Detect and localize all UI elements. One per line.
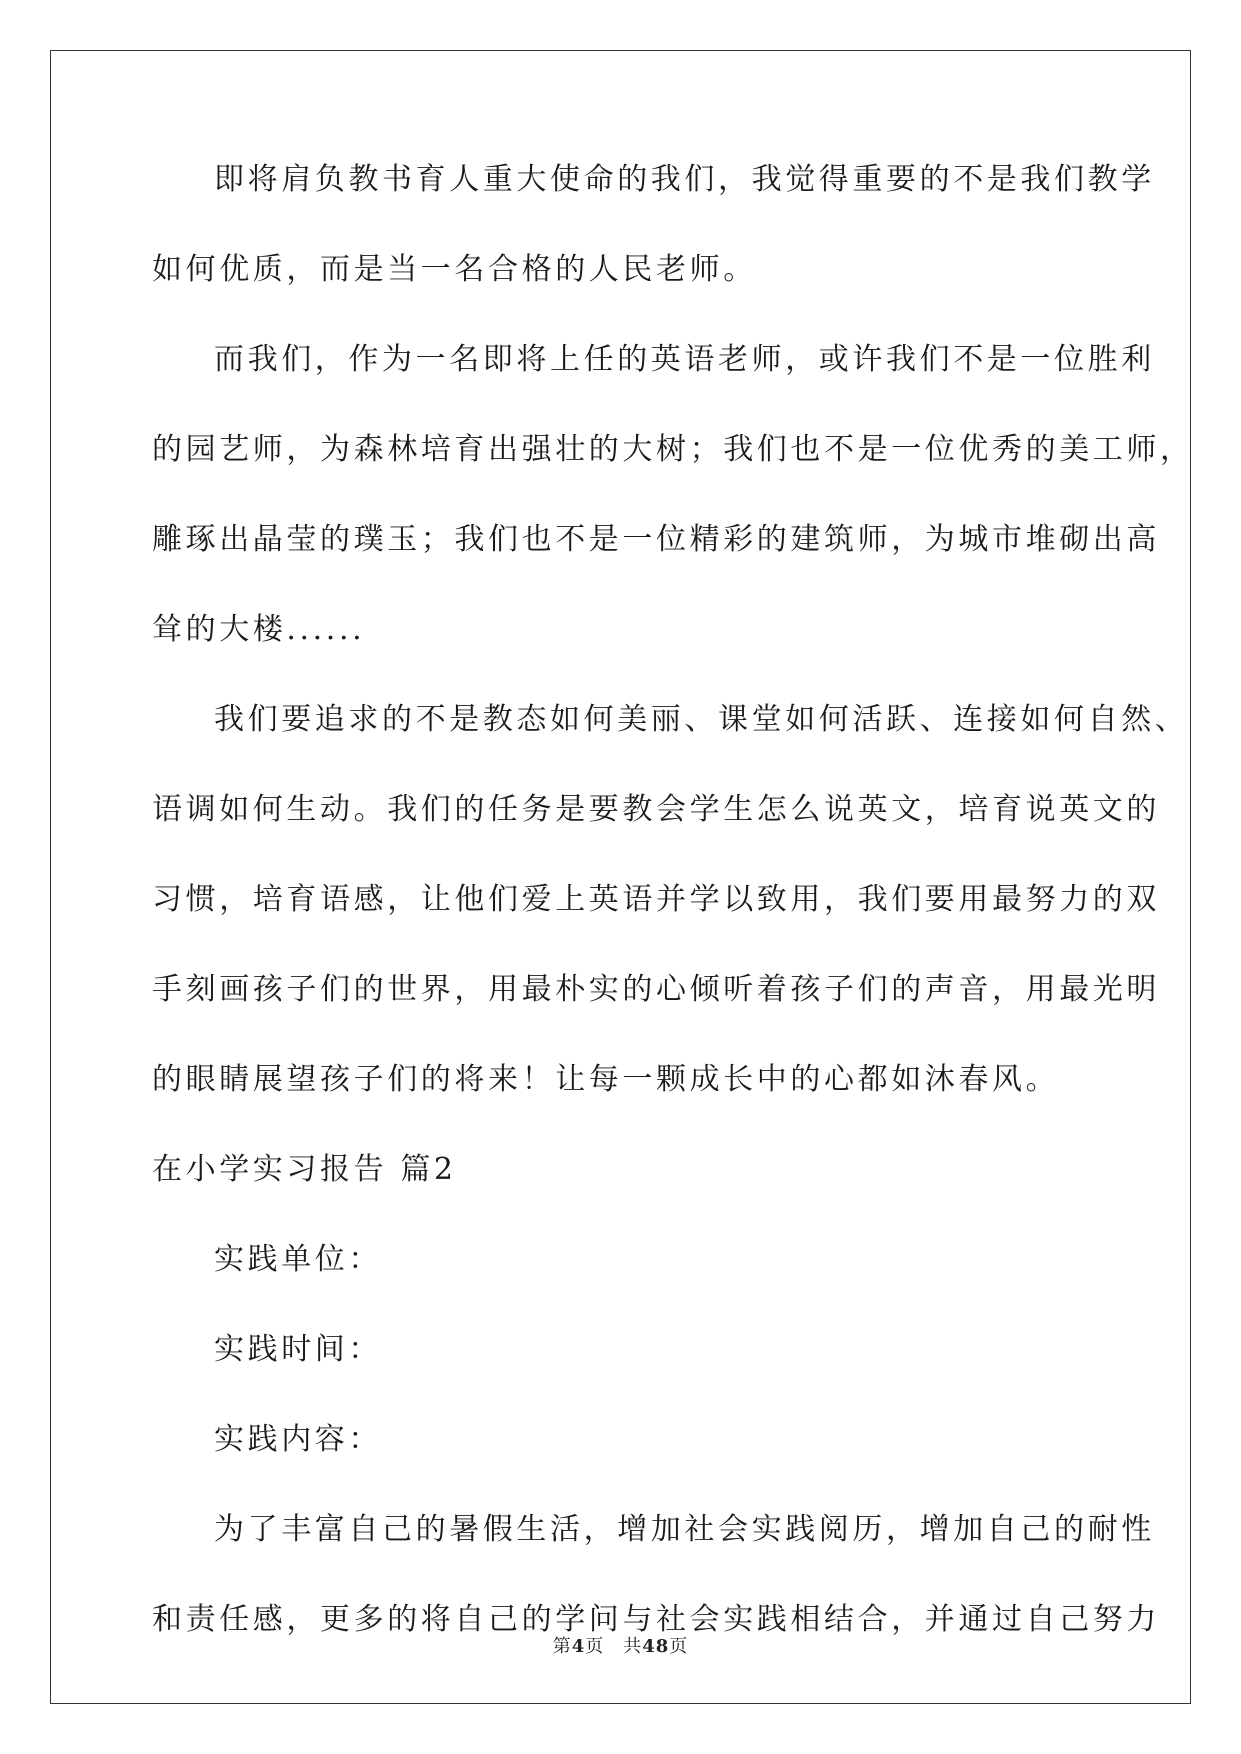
page-footer [0,1632,1241,1658]
footer-suffix: 页 [669,1636,689,1657]
paragraph-line: 的眼睛展望孩子们的将来！让每一颗成长中的心都如沐春风。 [152,1062,1060,1097]
field-label-time: 实践时间： [214,1332,382,1367]
paragraph-line: 为了丰富自己的暑假生活，增加社会实践阅历，增加自己的耐性 [214,1512,1155,1547]
paragraph-line: 和责任感，更多的将自己的学问与社会实践相结合，并通过自己努力 [152,1602,1160,1637]
paragraph-line: 即将肩负教书育人重大使命的我们，我觉得重要的不是我们教学 [214,162,1155,197]
paragraph-line: 我们要追求的不是教态如何美丽、课堂如何活跃、连接如何自然、 [214,702,1189,737]
paragraph-line: 如何优质，而是当一名合格的人民老师。 [152,252,757,287]
paragraph-line: 习惯，培育语感，让他们爱上英语并学以致用，我们要用最努力的双 [152,882,1160,917]
paragraph-line: 雕琢出晶莹的璞玉；我们也不是一位精彩的建筑师，为城市堆砌出高 [152,522,1160,557]
paragraph-line: 手刻画孩子们的世界，用最朴实的心倾听着孩子们的声音，用最光明 [152,972,1160,1007]
footer-page-number: 4 [571,1636,586,1657]
paragraph-line: 的园艺师，为森林培育出强壮的大树；我们也不是一位优秀的美工师， [152,432,1194,467]
field-label-content: 实践内容： [214,1422,382,1457]
paragraph-line: 而我们，作为一名即将上任的英语老师，或许我们不是一位胜利 [214,342,1155,377]
paragraph-line: 语调如何生动。我们的任务是要教会学生怎么说英文，培育说英文的 [152,792,1160,827]
paragraph-line: 耸的大楼...... [152,612,366,647]
footer-mid: 页 共 [585,1636,643,1657]
document-body [152,160,1194,1690]
footer-prefix: 第 [552,1636,572,1657]
footer-total-pages: 48 [642,1636,670,1657]
section-heading: 在小学实习报告 篇2 [152,1152,457,1187]
field-label-unit: 实践单位： [214,1242,382,1277]
